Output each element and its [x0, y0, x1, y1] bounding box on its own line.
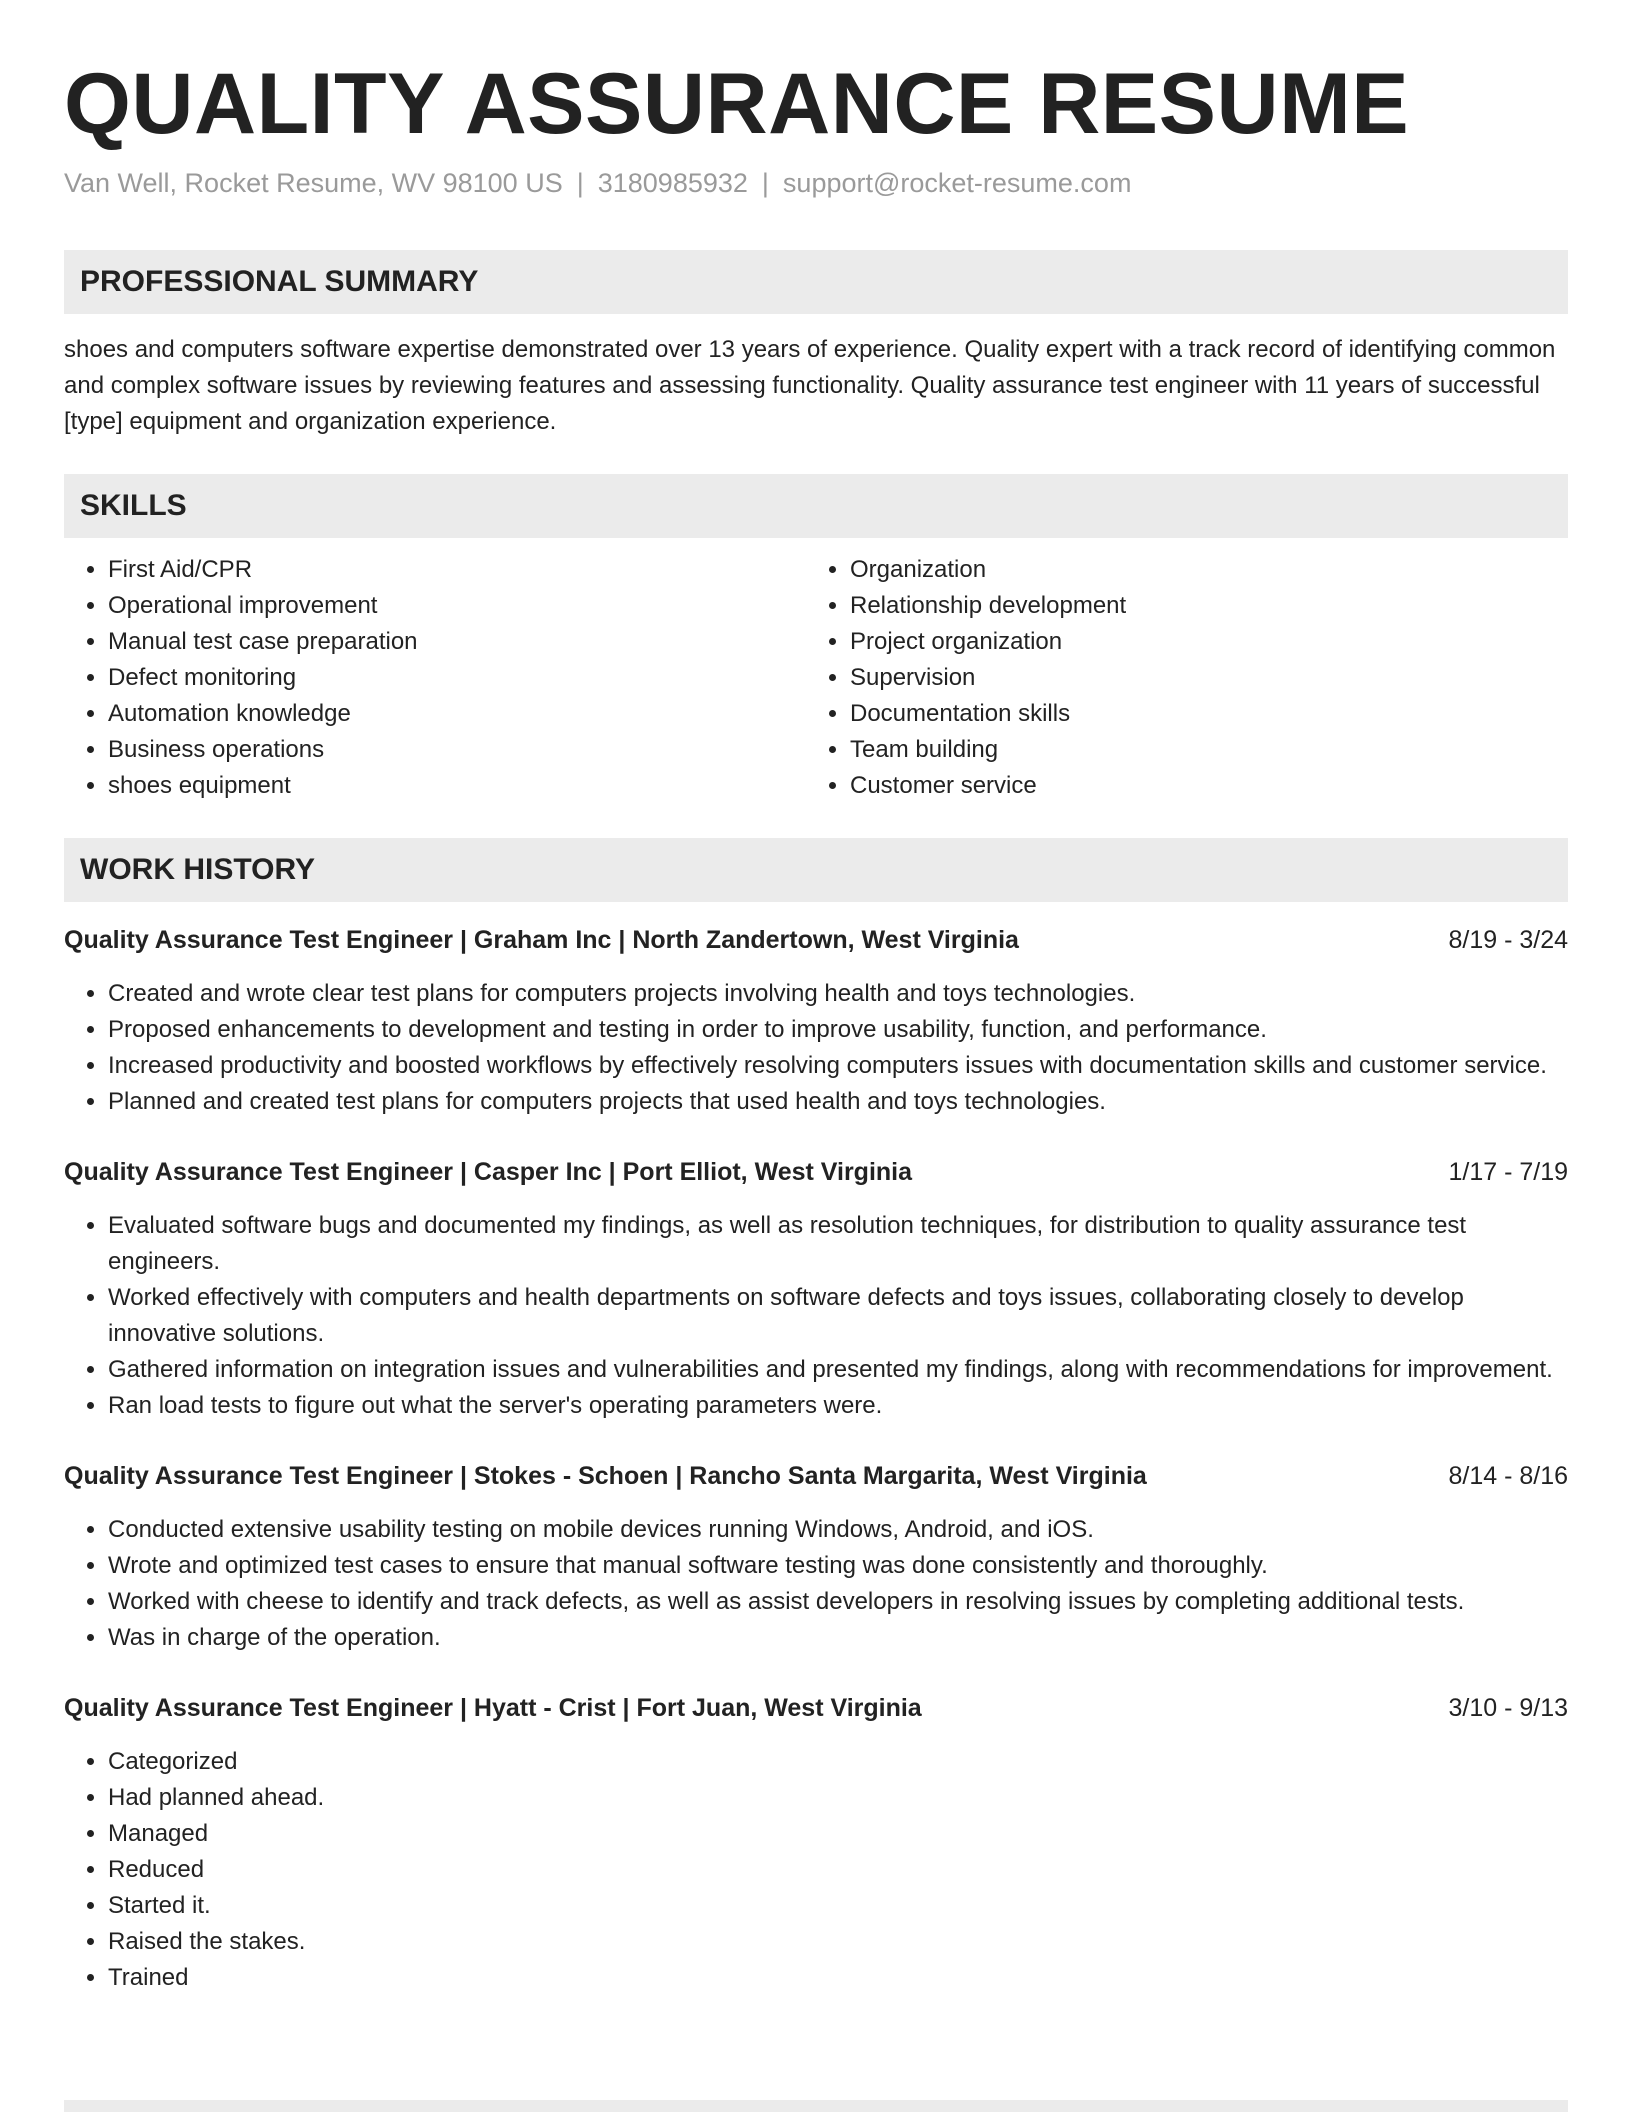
resume-page [64, 0, 1568, 1996]
job-bullet: • Planned and created test plans for computers projects that used health and toys technologies. [108, 1084, 1568, 1120]
contact-line [64, 166, 1568, 200]
job-dates: 3/10 - 9/13 [1448, 1694, 1568, 1722]
job-dates: 8/14 - 8/16 [1448, 1462, 1568, 1490]
job-entry [64, 922, 1568, 1120]
job-bullet: • Increased productivity and boosted workflows by effectively resolving computers issues with documentation skills and customer service. [108, 1048, 1568, 1084]
skill-item: • Supervision [850, 660, 1548, 696]
skill-item: • First Aid/CPR [108, 552, 806, 588]
contact-phone: 3180985932 [597, 168, 748, 198]
resume-title: QUALITY ASSURANCE RESUME [64, 56, 1410, 152]
skill-item: • Business operations [108, 732, 806, 768]
skill-item: • Operational improvement [108, 588, 806, 624]
job-title: Quality Assurance Test Engineer | Casper Inc | Port Elliot, West Virginia [64, 1158, 913, 1186]
skill-item: • Relationship development [850, 588, 1548, 624]
skill-item: • Documentation skills [850, 696, 1548, 732]
contact-separator: | [576, 168, 584, 198]
contact-email: support@rocket-resume.com [782, 168, 1132, 198]
skill-item: • Team building [850, 732, 1548, 768]
job-bullet: • Created and wrote clear test plans for computers projects involving health and toys technologies. [108, 976, 1568, 1012]
job-bullet: • Started it. [108, 1888, 1568, 1924]
job-bullets [64, 1208, 1568, 1424]
contact-separator: | [761, 168, 769, 198]
job-header [64, 1690, 1568, 1726]
job-bullet: • Conducted extensive usability testing on mobile devices running Windows, Android, and iOS. [108, 1512, 1568, 1548]
job-header [64, 1154, 1568, 1190]
job-bullet: • Raised the stakes. [108, 1924, 1568, 1960]
job-bullet: • Reduced [108, 1852, 1568, 1888]
job-bullet: • Gathered information on integration issues and vulnerabilities and presented my findings, along with recommendations for improvement. [108, 1352, 1568, 1388]
skill-item: • Organization [850, 552, 1548, 588]
job-dates: 8/19 - 3/24 [1448, 926, 1568, 954]
skills-column-right [806, 552, 1548, 804]
job-bullet: • Worked with cheese to identify and track defects, as well as assist developers in resolving issues by completing additional tests. [108, 1584, 1568, 1620]
job-title: Quality Assurance Test Engineer | Graham Inc | North Zandertown, West Virginia [64, 926, 1019, 954]
job-entry [64, 1154, 1568, 1424]
skill-item: • shoes equipment [108, 768, 806, 804]
summary-text: shoes and computers software expertise demonstrated over 13 years of experience. Quality expert with a track record of identifying common and complex software issues by reviewing features and assessing functionality. Quality assurance test engineer with 11 years of successful [type] equipment and organization experience. [64, 336, 1556, 435]
job-bullet: • Trained [108, 1960, 1568, 1996]
skill-item: • Manual test case preparation [108, 624, 806, 660]
job-entry [64, 1458, 1568, 1656]
job-bullet: • Evaluated software bugs and documented my findings, as well as resolution techniques, for distribution to quality assurance test engineers. [108, 1208, 1568, 1280]
skill-item: • Automation knowledge [108, 696, 806, 732]
job-bullet: • Managed [108, 1816, 1568, 1852]
job-title: Quality Assurance Test Engineer | Hyatt - Crist | Fort Juan, West Virginia [64, 1694, 922, 1722]
job-bullets [64, 1512, 1568, 1656]
contact-address: Van Well, Rocket Resume, WV 98100 US [64, 168, 563, 198]
summary-heading: PROFESSIONAL SUMMARY [64, 250, 1568, 314]
job-bullet: • Was in charge of the operation. [108, 1620, 1568, 1656]
job-bullet: • Worked effectively with computers and health departments on software defects and toys issues, collaborating closely to develop innovative solutions. [108, 1280, 1568, 1352]
skill-item: • Customer service [850, 768, 1548, 804]
job-bullet: • Proposed enhancements to development and testing in order to improve usability, function, and performance. [108, 1012, 1568, 1048]
skill-item: • Defect monitoring [108, 660, 806, 696]
job-bullets [64, 976, 1568, 1120]
skill-item: • Project organization [850, 624, 1548, 660]
job-bullets [64, 1744, 1568, 1996]
job-bullet: • Categorized [108, 1744, 1568, 1780]
work-history-heading: WORK HISTORY [64, 838, 1568, 902]
skills-list [64, 552, 1568, 804]
job-entry [64, 1690, 1568, 1996]
job-header [64, 1458, 1568, 1494]
job-bullet: • Had planned ahead. [108, 1780, 1568, 1816]
skills-column-left [64, 552, 806, 804]
skills-heading: SKILLS [64, 474, 1568, 538]
job-bullet: • Ran load tests to figure out what the server's operating parameters were. [108, 1388, 1568, 1424]
job-header [64, 922, 1568, 958]
job-bullet: • Wrote and optimized test cases to ensure that manual software testing was done consistently and thoroughly. [108, 1548, 1568, 1584]
job-title: Quality Assurance Test Engineer | Stokes - Schoen | Rancho Santa Margarita, West Virginia [64, 1462, 1147, 1490]
job-dates: 1/17 - 7/19 [1448, 1158, 1568, 1186]
next-section-bar [64, 2100, 1568, 2112]
